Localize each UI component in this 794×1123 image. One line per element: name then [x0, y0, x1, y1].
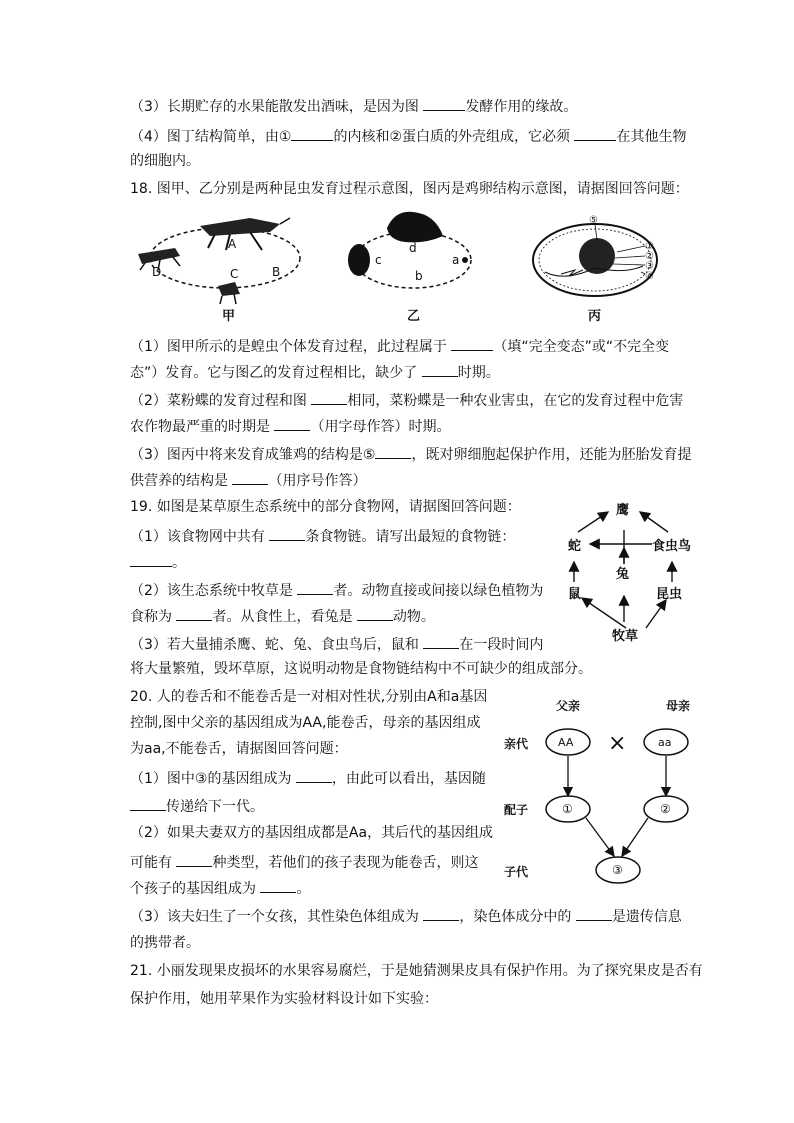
node-rabbit: 兔	[616, 567, 630, 582]
figure-caption-yi: 乙	[407, 309, 421, 324]
label-A: A	[228, 237, 237, 251]
svg-text:AA: AA	[558, 736, 574, 749]
answer-blank[interactable]	[232, 470, 268, 485]
answer-blank[interactable]	[423, 634, 459, 649]
q18-stem: 18. 图甲、乙分别是两种昆虫发育过程示意图，图丙是鸡卵结构示意图，请据图回答问题：	[130, 181, 689, 197]
label-a: a	[452, 253, 460, 267]
answer-blank[interactable]	[423, 906, 459, 921]
q19-part3: （3）若大量捕杀鹰、蛇、兔、食虫鸟后，鼠和 在一段时间内	[130, 634, 543, 654]
svg-text:②: ②	[660, 802, 671, 816]
pupa-icon	[348, 244, 370, 276]
egg-mass-icon	[218, 282, 240, 304]
cross-icon: ×	[608, 731, 627, 756]
svg-text:①: ①	[562, 802, 573, 816]
q20-part1: （1）图中③的基因组成为 ，由此可以看出，基因随	[130, 768, 486, 788]
answer-blank[interactable]	[176, 852, 212, 867]
answer-blank[interactable]	[576, 906, 612, 921]
q19-part2-cont: 食称为 者。从食性上，看兔是 动物。	[130, 606, 435, 626]
label-b: b	[415, 269, 423, 283]
figure-yi-complete-metamorphosis	[345, 208, 495, 324]
q20-part1-cont: 传递给下一代。	[130, 796, 264, 816]
answer-blank[interactable]	[574, 126, 616, 141]
svg-text:aa: aa	[658, 736, 672, 749]
label-2: ②	[645, 251, 654, 262]
egg-icon	[462, 257, 468, 263]
label-1: ①	[645, 241, 654, 252]
label-c: c	[375, 253, 382, 267]
label-4: ④	[645, 271, 654, 282]
answer-blank[interactable]	[357, 606, 393, 621]
answer-blank[interactable]	[311, 390, 347, 405]
figure-jia-locust-cycle	[130, 208, 320, 324]
food-web-diagram	[560, 500, 720, 650]
node-eagle: 鹰	[616, 503, 630, 518]
answer-blank[interactable]	[423, 96, 465, 111]
label-3: ③	[645, 261, 654, 272]
q19-part2: （2）该生态系统中牧草是 者。动物直接或间接以绿色植物为	[130, 580, 543, 600]
genetics-cross-diagram	[500, 694, 720, 894]
q18-part1-cont: 态”）发育。它与图乙的发育过程相比，缺少了 时期。	[130, 362, 500, 382]
q18-part2: （2）菜粉蝶的发育过程和图 相同，菜粉蝶是一种农业害虫，在它的发育过程中危害	[130, 390, 683, 410]
node-insect: 昆虫	[656, 587, 683, 602]
q20-part3-cont: 的携带者。	[130, 935, 200, 951]
q18-part1: （1）图甲所示的是蝗虫个体发育过程，此过程属于 （填“完全变态”或“不完全变	[130, 336, 669, 356]
q19-part3-cont: 将大量繁殖，毁坏草原，这说明动物是食物链结构中不可缺少的组成部分。	[130, 661, 592, 677]
answer-blank[interactable]	[130, 796, 166, 811]
figure-caption-jia: 甲	[222, 309, 236, 324]
svg-text:③: ③	[612, 863, 623, 877]
label-d: d	[409, 241, 417, 255]
q20-stem-1: 20. 人的卷舌和不能卷舌是一对相对性状,分别由A和a基因	[130, 689, 488, 705]
answer-blank[interactable]	[451, 336, 493, 351]
node-bird: 食虫鸟	[652, 539, 692, 554]
q17-line4-cont: 的细胞内。	[130, 153, 200, 169]
label-B: B	[272, 265, 281, 279]
label-parents: 亲代	[504, 737, 529, 751]
figure-caption-bing: 丙	[588, 309, 602, 324]
q20-part2: （2）如果夫妻双方的基因组成都是Aa，其后代的基因组成	[130, 825, 494, 841]
label-father: 父亲	[556, 699, 581, 713]
label-gametes: 配子	[504, 803, 529, 817]
answer-blank[interactable]	[375, 444, 411, 459]
figure-bing-egg-structure	[525, 212, 695, 322]
q18-part3: （3）图丙中将来发育成雏鸡的结构是⑤ ，既对卵细胞起保护作用，还能为胚胎发育提	[130, 444, 691, 464]
adult-butterfly-icon	[387, 212, 443, 243]
adult-locust-icon	[200, 218, 290, 250]
answer-blank[interactable]	[269, 526, 305, 541]
q20-part3: （3）该夫妇生了一个女孩，其性染色体组成为 ，染色体成分中的 是遗传信息	[130, 906, 682, 926]
answer-blank[interactable]	[296, 768, 332, 783]
q17-line4: （4）图丁结构简单，由① 的内核和②蛋白质的外壳组成，它必须 在其他生物	[130, 126, 686, 146]
node-mouse: 鼠	[568, 587, 582, 602]
label-D: D	[152, 265, 162, 279]
answer-blank[interactable]	[274, 416, 310, 431]
q20-stem-2: 控制,图中父亲的基因组成为AA,能卷舌，母亲的基因组成	[130, 715, 481, 731]
q19-part1-cont: 。	[130, 552, 186, 572]
answer-blank[interactable]	[291, 126, 333, 141]
answer-blank[interactable]	[176, 606, 212, 621]
q19-part1: （1）该食物网中共有 条食物链。请写出最短的食物链：	[130, 526, 515, 546]
node-grass: 牧草	[612, 629, 639, 644]
q18-part3-cont: 供营养的结构是 （用序号作答）	[130, 470, 366, 490]
answer-blank[interactable]	[130, 552, 172, 567]
label-offspring: 子代	[504, 865, 529, 879]
q20-part2-cont2: 个孩子的基因组成为 。	[130, 878, 310, 898]
q20-stem-3: 为aa,不能卷舌，请据图回答问题：	[130, 741, 348, 757]
answer-blank[interactable]	[422, 362, 458, 377]
q18-part2-cont: 农作物最严重的时期是 （用字母作答）时期。	[130, 416, 450, 436]
node-snake: 蛇	[568, 539, 582, 554]
q21-stem-2: 保护作用，她用苹果作为实验材料设计如下实验：	[130, 991, 438, 1007]
label-mother: 母亲	[666, 699, 691, 713]
q20-part2-cont: 可能有 种类型，若他们的孩子表现为能卷舌，则这	[130, 852, 478, 872]
label-5: ⑤	[589, 215, 598, 226]
q19-stem: 19. 如图是某草原生态系统中的部分食物网，请据图回答问题：	[130, 499, 521, 515]
answer-blank[interactable]	[260, 878, 296, 893]
q17-line3: （3）长期贮存的水果能散发出酒味，是因为图 发酵作用的缘故。	[130, 96, 577, 116]
label-C: C	[230, 267, 239, 281]
q21-stem-1: 21. 小丽发现果皮损坏的水果容易腐烂，于是她猜测果皮具有保护作用。为了探究果皮是否有	[130, 963, 703, 979]
answer-blank[interactable]	[297, 580, 333, 595]
